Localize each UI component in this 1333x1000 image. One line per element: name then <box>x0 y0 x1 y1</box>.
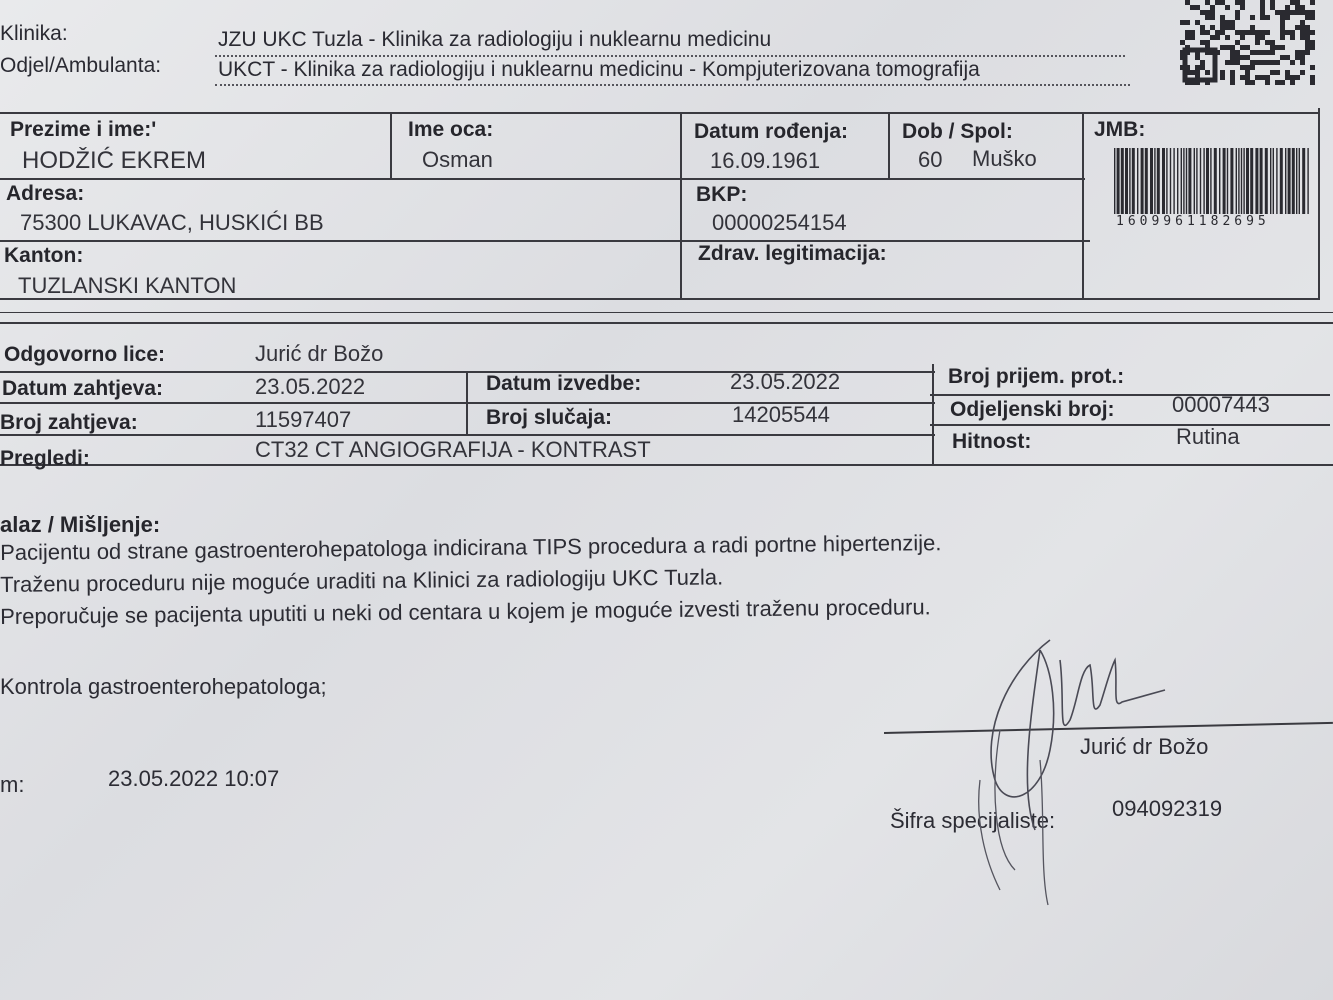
dept-no-value: 00007443 <box>1172 392 1270 417</box>
case-no-value: 14205544 <box>732 402 830 427</box>
findings-line-3: Preporučuje se pacijenta uputiti u neki od centara u kojem je moguće izvesti traženu proceduru. <box>0 594 931 629</box>
dob-value: 16.09.1961 <box>710 148 821 173</box>
admission-label: Broj prijem. prot.: <box>948 365 1125 388</box>
dept-value: UKCT - Klinika za radiologiju i nuklearnu medicinu - Kompjuterizovana tomografija <box>218 58 980 81</box>
signature-icon <box>940 630 1180 910</box>
age-sex-label: Dob / Spol: <box>902 120 1013 143</box>
address-label: Adresa: <box>6 182 85 205</box>
qr-code-icon <box>1180 0 1315 85</box>
specialist-value: 094092319 <box>1112 796 1223 821</box>
canton-value: TUZLANSKI KANTON <box>18 273 237 298</box>
findings-title: alaz / Mišljenje: <box>0 512 161 537</box>
barcode-icon <box>1112 148 1312 216</box>
responsible-value: Jurić dr Božo <box>255 341 384 366</box>
case-no-label: Broj slučaja: <box>486 406 613 429</box>
bkp-label: BKP: <box>696 183 748 206</box>
father-label: Ime oca: <box>408 118 494 141</box>
doctor-name: Jurić dr Božo <box>1080 734 1209 759</box>
req-date-value: 23.05.2022 <box>255 374 366 399</box>
jmb-label: JMB: <box>1094 118 1146 141</box>
dept-label: Odjel/Ambulanta: <box>0 54 162 77</box>
findings-line-1: Pacijentu od strane gastroenterohepatologa indicirana TIPS procedura a radi portne hipertenzije. <box>0 530 942 565</box>
control-text: Kontrola gastroenterohepatologa; <box>0 674 327 699</box>
req-no-label: Broj zahtjeva: <box>0 411 138 434</box>
dept-no-label: Odjeljenski broj: <box>950 398 1115 421</box>
perf-date-value: 23.05.2022 <box>730 369 841 394</box>
findings-line-2: Traženu proceduru nije moguće uraditi na Klinici za radiologiju UKC Tuzla. <box>0 564 724 597</box>
name-label: Prezime i ime:' <box>10 118 157 141</box>
exams-value: CT32 CT ANGIOGRAFIJA - KONTRAST <box>255 437 651 462</box>
health-id-label: Zdrav. legitimacija: <box>698 242 887 265</box>
father-value: Osman <box>422 147 493 172</box>
date-label: m: <box>0 772 25 797</box>
name-value: HODŽIĆ EKREM <box>22 147 207 174</box>
bkp-value: 00000254154 <box>712 210 847 235</box>
responsible-label: Odgovorno lice: <box>4 343 166 366</box>
date-value: 23.05.2022 10:07 <box>108 766 280 791</box>
clinic-value: JZU UKC Tuzla - Klinika za radiologiju i nuklearnu medicinu <box>218 28 772 51</box>
specialist-label: Šifra specijaliste: <box>890 808 1056 833</box>
urgency-value: Rutina <box>1176 424 1240 449</box>
age-value: 60 <box>918 147 943 172</box>
urgency-label: Hitnost: <box>952 430 1032 453</box>
dob-label: Datum rođenja: <box>694 120 849 143</box>
clinic-label: Klinika: <box>0 22 68 45</box>
req-no-value: 11597407 <box>255 407 352 432</box>
jmb-value: 1609961182695 <box>1116 214 1270 229</box>
req-date-label: Datum zahtjeva: <box>2 377 164 400</box>
canton-label: Kanton: <box>4 244 84 267</box>
sex-value: Muško <box>972 146 1037 171</box>
exams-label: Pregledi: <box>0 447 90 470</box>
perf-date-label: Datum izvedbe: <box>486 372 642 395</box>
address-value: 75300 LUKAVAC, HUSKIĆI BB <box>20 210 324 235</box>
